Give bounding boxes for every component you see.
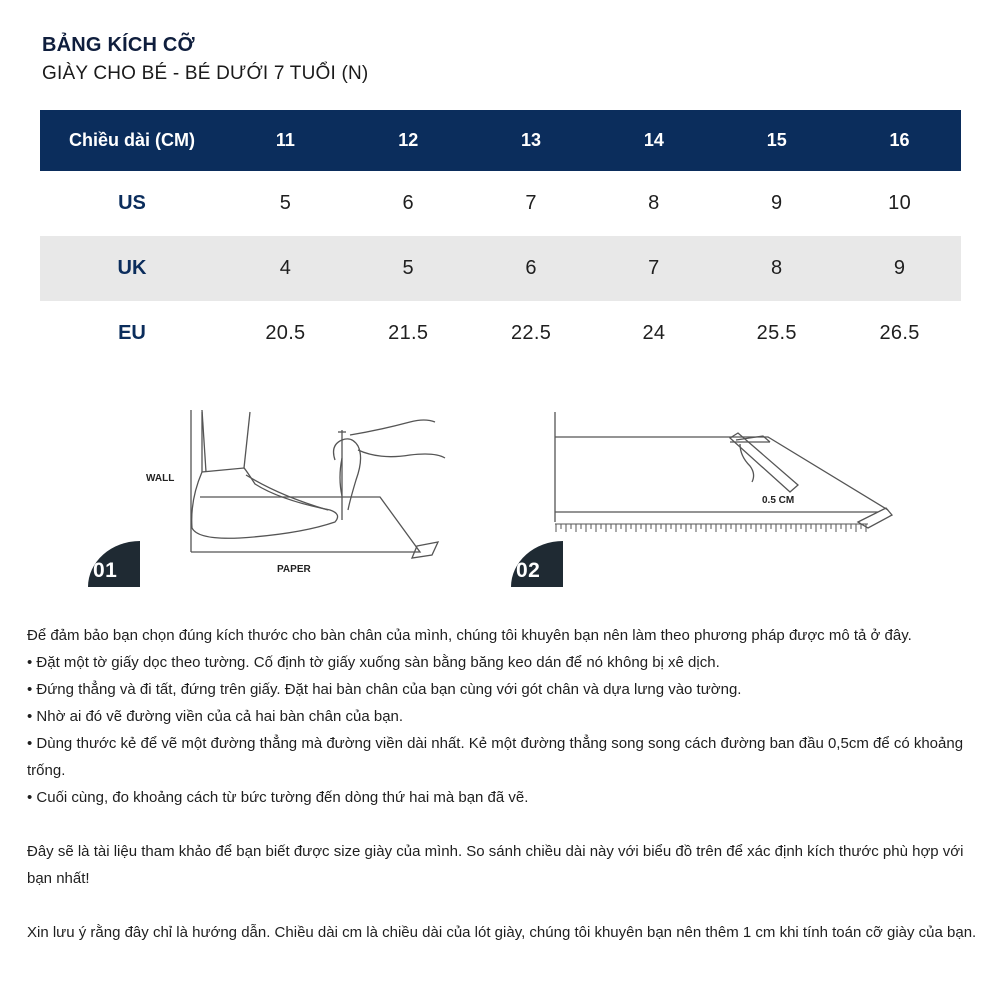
table-cell: 22.5: [511, 322, 552, 344]
table-cell: 7: [648, 257, 660, 279]
header-length-cell: 14: [643, 130, 664, 150]
table-cell: 25.5: [756, 322, 797, 344]
header-length-cell: 11: [275, 130, 295, 150]
table-cell: 21.5: [388, 322, 429, 344]
instruction-bullet: • Nhờ ai đó vẽ đường viền của cả hai bàn chân của bạn.: [27, 708, 404, 725]
header-length-cell: 12: [398, 130, 419, 150]
table-cell: 8: [771, 257, 783, 279]
table-row-eu: [40, 301, 961, 366]
instruction-bullet: • Đứng thẳng và đi tất, đứng trên giấy. Đặt hai bàn chân của bạn cùng với gót chân và dựa lưng vào tường.: [27, 681, 742, 698]
table-row-uk: [40, 236, 961, 301]
table-cell: 7: [525, 192, 537, 214]
step2-illustration: [508, 400, 908, 595]
table-cell: 9: [771, 192, 783, 214]
table-cell: 24: [642, 322, 666, 344]
instructions-intro: Để đảm bảo bạn chọn đúng kích thước cho bàn chân của mình, chúng tôi khuyên bạn nên làm theo phương pháp được mô tả ở đây.: [27, 627, 912, 644]
size-chart-table: [40, 110, 961, 366]
table-cell: 10: [888, 192, 911, 214]
table-cell: 6: [525, 257, 537, 279]
step-badge-number: 02: [516, 559, 541, 582]
reference-paragraph: Đây sẽ là tài liệu tham khảo để bạn biết được size giày của mình. So sánh chiều dài này với biểu đồ trên để xác định kích thước phù hợp với bạn nhất!: [27, 843, 964, 887]
table-cell: 4: [279, 257, 292, 279]
table-cell: 8: [648, 192, 660, 214]
table-row-us: [40, 171, 961, 236]
table-cell: 5: [279, 192, 292, 214]
instruction-bullet: • Đặt một tờ giấy dọc theo tường. Cố định tờ giấy xuống sàn bằng băng keo dán để nó không bị xê dịch.: [27, 654, 720, 671]
table-cell: 26.5: [879, 322, 920, 344]
wall-label: WALL: [146, 473, 175, 484]
instructions-text: [27, 622, 977, 946]
step-badge-number: 01: [93, 559, 118, 582]
row-label-us: US: [118, 192, 146, 214]
row-label-eu: EU: [118, 322, 146, 344]
table-cell: 20.5: [265, 322, 306, 344]
paper-label: PAPER: [277, 564, 311, 575]
step1-illustration: [80, 400, 460, 595]
table-cell: 9: [893, 257, 906, 279]
page-subtitle: GIÀY CHO BÉ - BÉ DƯỚI 7 TUỔI (N): [42, 63, 369, 84]
header-length-cell: 16: [889, 130, 910, 150]
page-title: BẢNG KÍCH CỠ: [42, 34, 195, 56]
table-cell: 5: [402, 257, 414, 279]
instruction-bullet: • Dùng thước kẻ để vẽ một đường thẳng mà đường viền dài nhất. Kẻ một đường thẳng song song cách đường ban đầu 0,5cm để có khoảng trống.: [27, 735, 964, 779]
header-length-cell: 15: [766, 130, 787, 150]
table-cell: 6: [402, 192, 414, 214]
table-header-row: [40, 110, 961, 171]
row-label-uk: UK: [117, 257, 147, 279]
header-length-label: Chiều dài (CM): [69, 130, 195, 150]
header-length-cell: 13: [521, 130, 542, 150]
instruction-bullet: • Cuối cùng, đo khoảng cách từ bức tường đến dòng thứ hai mà bạn đã vẽ.: [27, 789, 529, 806]
gap-label: 0.5 CM: [762, 495, 795, 506]
note-paragraph: Xin lưu ý rằng đây chỉ là hướng dẫn. Chiều dài cm là chiều dài của lót giày, chúng tôi khuyên bạn nên thêm 1 cm khi tính toán cỡ giày của bạn.: [27, 924, 977, 941]
